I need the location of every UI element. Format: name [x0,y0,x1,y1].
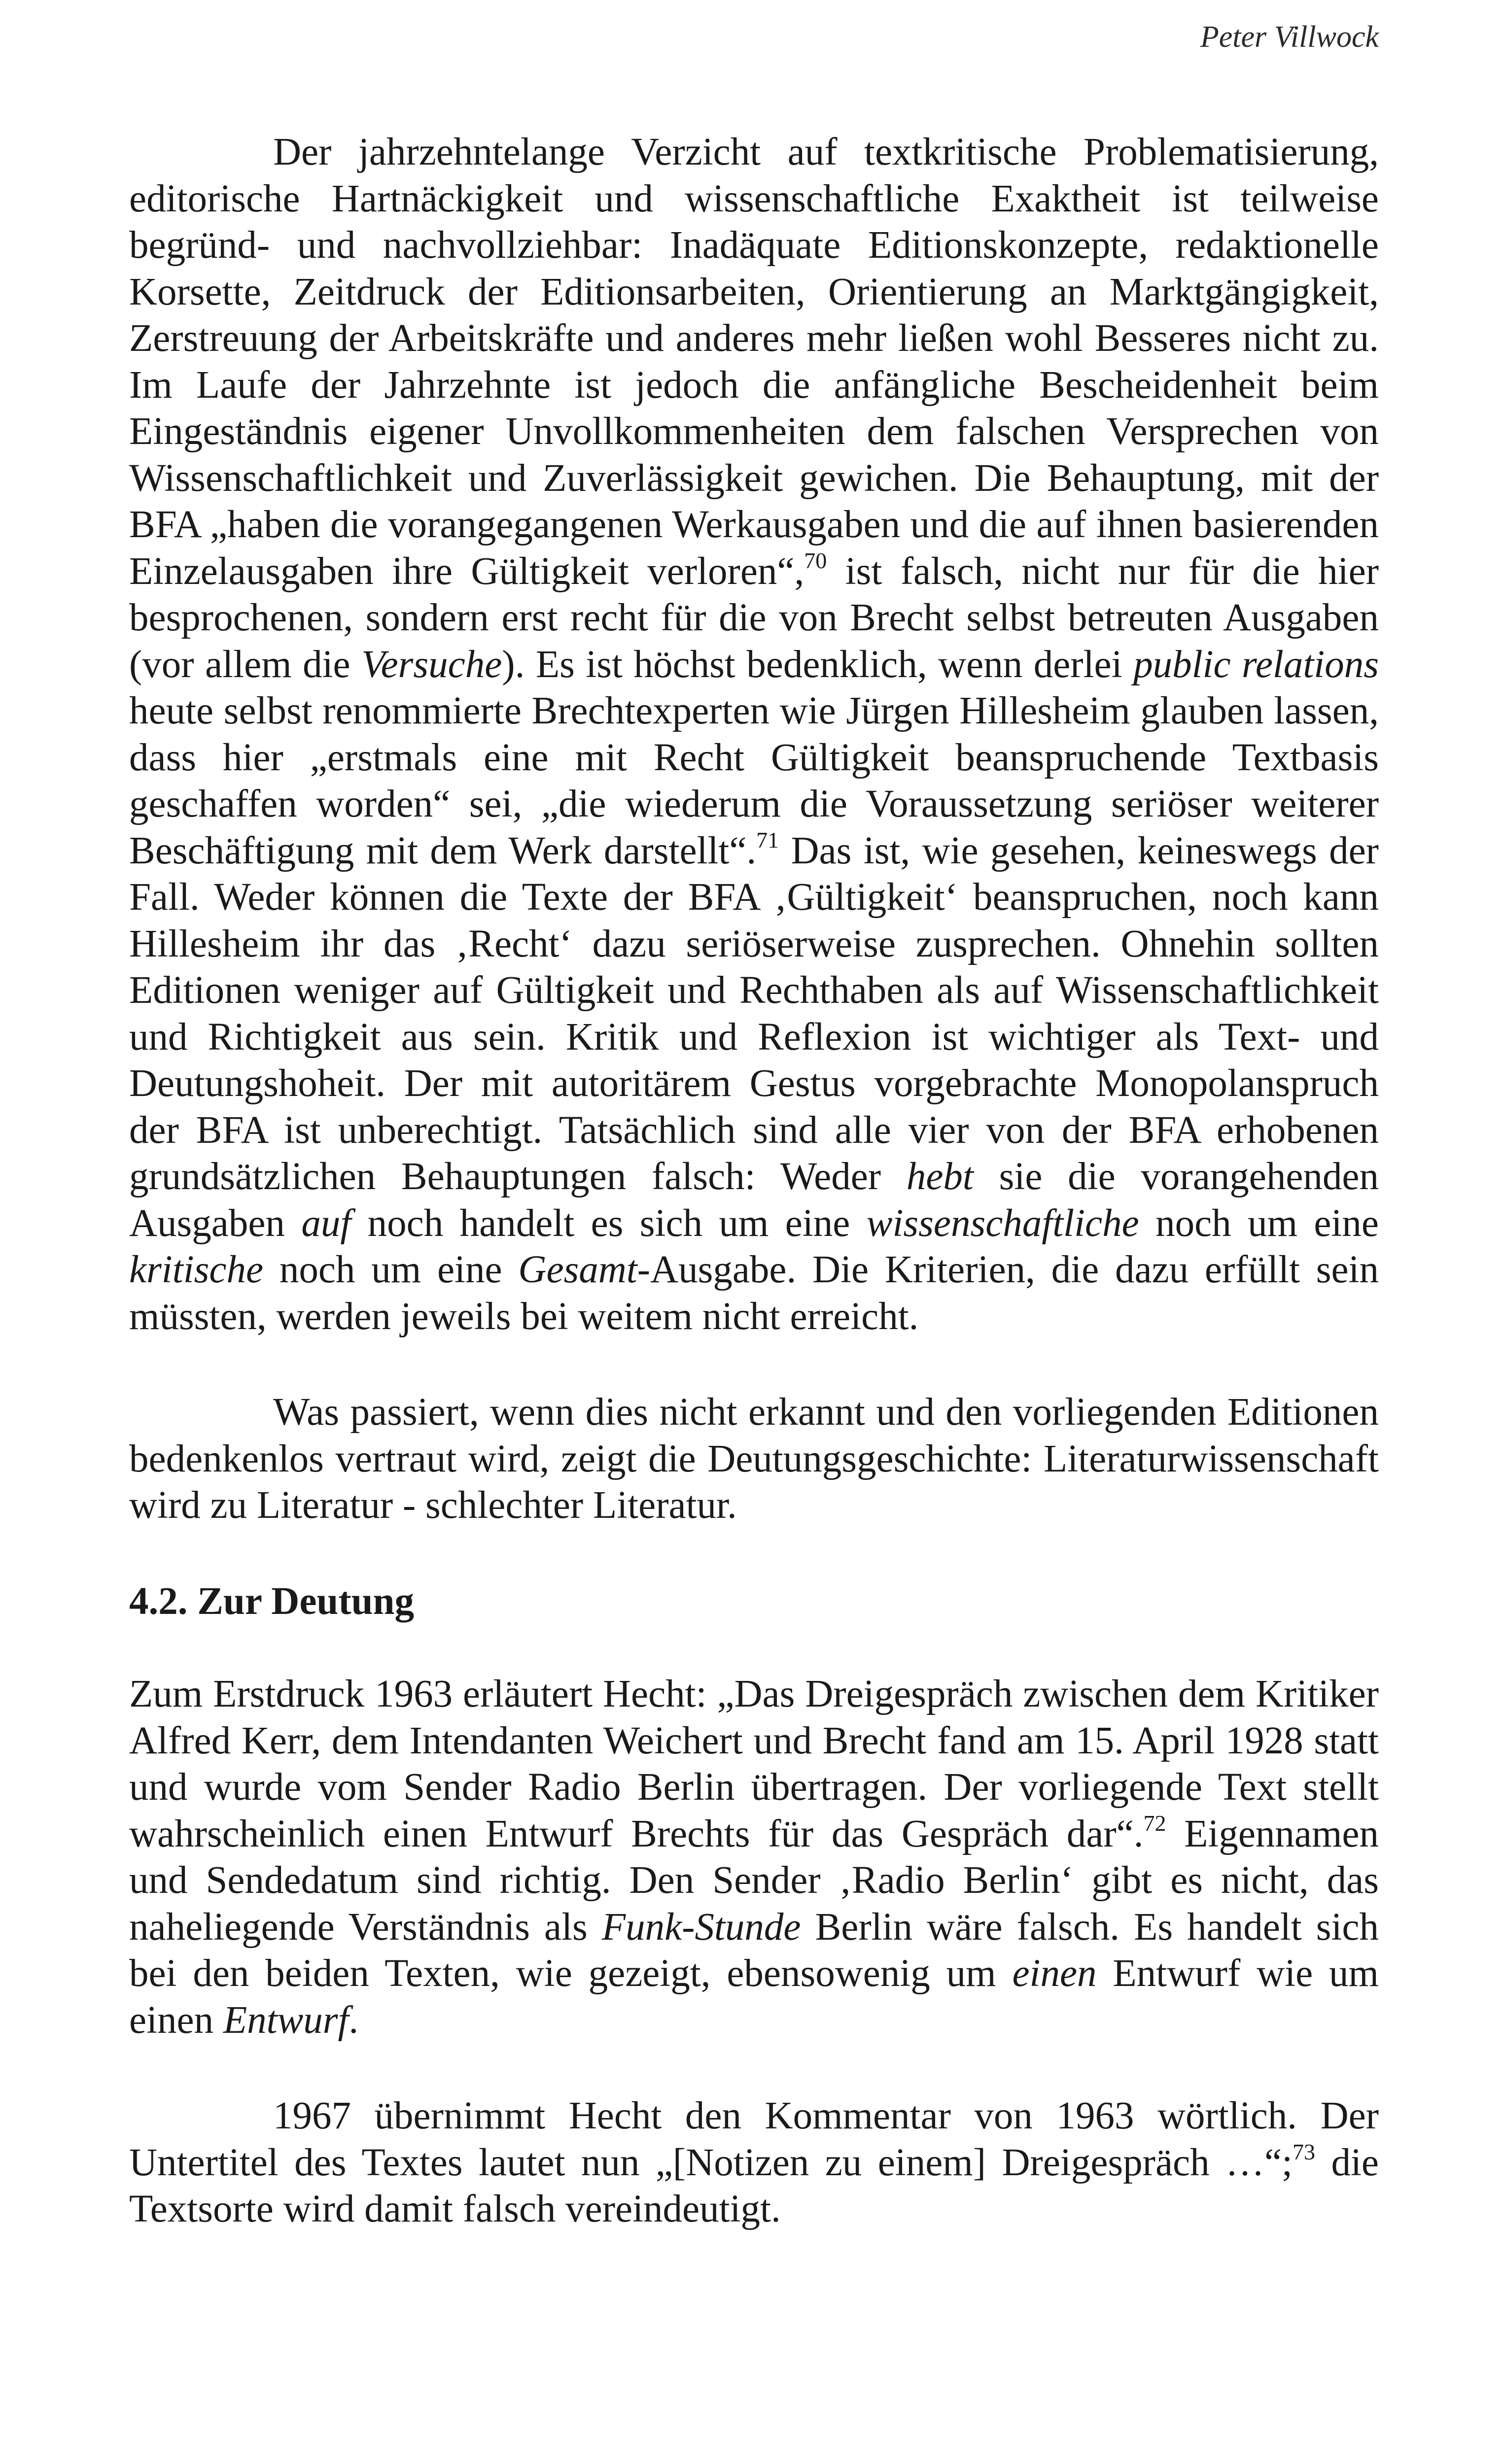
paragraph-3 [129,1671,1379,2044]
text-run: . [349,1998,359,2042]
text-run: die Textsorte wird damit falsch vereindeutigt. [129,2141,1379,2230]
body-text [129,129,1379,2233]
emphasis-kritische: kritische [129,1248,264,1291]
footnote-ref-73[interactable]: 73 [1293,2139,1316,2164]
text-run: Was passiert, wenn dies nicht erkannt und den vorliegenden Editionen bedenkenlos vertraut wird, zeigt die Deutungsgeschichte: Literaturwissenschaft wird zu Literatur - schlechter Literatur. [129,1391,1379,1527]
text-run: sie die vorangehenden Ausgaben [129,1155,1379,1245]
paragraph-1 [129,129,1379,1340]
emphasis-wissenschaftliche: wissenschaftliche [866,1201,1139,1245]
paragraph-4 [129,2093,1379,2233]
text-run: Entwurf wie um einen [129,1952,1379,2042]
footnote-ref-72[interactable]: 72 [1143,1810,1166,1836]
text-run: Berlin wäre falsch. Es handelt sich bei den beiden Texten, wie gezeigt, ebensowenig um [129,1905,1379,1995]
paragraph-2 [129,1389,1379,1529]
text-run: Das ist, wie gesehen, keineswegs der Fall. Weder können die Texte der BFA ‚Gültigkeit‘ beanspruchen, noch kann Hillesheim ihr das ‚Recht‘ dazu seriöserweise zusprechen. Ohnehin sollten Editionen weniger auf Gültigkeit und Rechthaben als auf Wissenschaftlichkeit und Richtigkeit aus sein. Kritik und Reflexion ist wichtiger als Text- und Deutungshoheit. Der mit autoritärem Gestus vorgebrachte Monopolanspruch der BFA ist unberechtigt. Tatsächlich sind alle vier von der BFA erhobenen grundsätzlichen Behauptungen falsch: Weder [129,829,1379,1198]
emphasis-gesamt: Gesamt [518,1248,637,1291]
footnote-ref-70[interactable]: 70 [804,548,827,573]
text-run: Der jahrzehntelange Verzicht auf textkritische Problematisierung, editorische Hartnäckigkeit und wissenschaftliche Exaktheit ist teilweise begründ- und nachvollziehbar: Inadäquate Editionskonzepte, redaktionelle Korsette, Zeitdruck der Editionsarbeiten, Orientierung an Marktgängigkeit, Zerstreuung der Arbeitskräfte und anderes mehr ließen wohl Besseres nicht zu. Im Laufe der Jahrzehnte ist jedoch die anfängliche Bescheidenheit beim Eingeständnis eigener Unvollkommenheiten dem falschen Versprechen von Wissenschaftlichkeit und Zuverlässigkeit gewichen. Die Behauptung, mit der BFA „haben die vorangegangenen Werkausgaben und die auf ihnen basierenden Einzelausgaben ihre Gültigkeit verloren“, [129,131,1379,593]
text-run: ist falsch, nicht nur für die hier besprochenen, sondern erst recht für die von Brecht selbst betreuten Ausgaben (vor allem die [129,549,1379,686]
emphasis-auf: auf [301,1201,351,1245]
emphasis-public-relations: public relations [1133,643,1379,686]
emphasis-versuche: Versuche [361,643,502,686]
text-run: noch handelt es sich um eine [351,1201,867,1245]
running-head-author: Peter Villwock [1200,20,1379,54]
paragraph-spacer [129,2044,1379,2093]
text-run: 1967 übernimmt Hecht den Kommentar von 1963 wörtlich. Der Untertitel des Textes lautet nun „[Notizen zu einem] Dreigespräch …“; [129,2094,1379,2184]
paragraph-spacer [129,1529,1379,1578]
text-run: noch um eine [1139,1201,1379,1245]
document-page [129,0,1379,2464]
section-heading: 4.2. Zur Deutung [129,1579,414,1623]
text-run: Zum Erstdruck 1963 erläutert Hecht: „Das Dreigespräch zwischen dem Kritiker Alfred Kerr, dem Intendanten Weichert und Brecht fand am 15. April 1928 statt und wurde vom Sender Radio Berlin übertragen. Der vorliegende Text stellt wahrscheinlich einen Entwurf Brechts für das Gespräch dar“. [129,1673,1379,1855]
paragraph-spacer [129,1340,1379,1389]
text-run: ). Es ist höchst bedenklich, wenn derlei [502,643,1134,686]
text-run: noch um eine [263,1248,519,1291]
paragraph-spacer [129,1625,1379,1671]
emphasis-entwurf: Entwurf [223,1998,349,2042]
emphasis-einen: einen [1012,1952,1097,1995]
text-run: heute selbst renommierte Brechtexperten wie Jürgen Hillesheim glauben lassen, dass hier „erstmals eine mit Recht Gültigkeit beanspruchende Textbasis geschaffen worden“ sei, „die wiederum die Voraussetzung seriöser weiterer Beschäftigung mit dem Werk darstellt“. [129,689,1379,872]
emphasis-funk-stunde: Funk-Stunde [601,1905,801,1949]
text-run: Eigennamen und Sendedatum sind richtig. Den Sender ‚Radio Berlin‘ gibt es nicht, das naheliegende Verständnis als [129,1812,1379,1949]
footnote-ref-71[interactable]: 71 [756,827,779,853]
text-run: -Ausgabe. Die Kriterien, die dazu erfüllt sein müssten, werden jeweils bei weitem nicht erreicht. [129,1248,1379,1338]
emphasis-hebt: hebt [906,1155,974,1198]
